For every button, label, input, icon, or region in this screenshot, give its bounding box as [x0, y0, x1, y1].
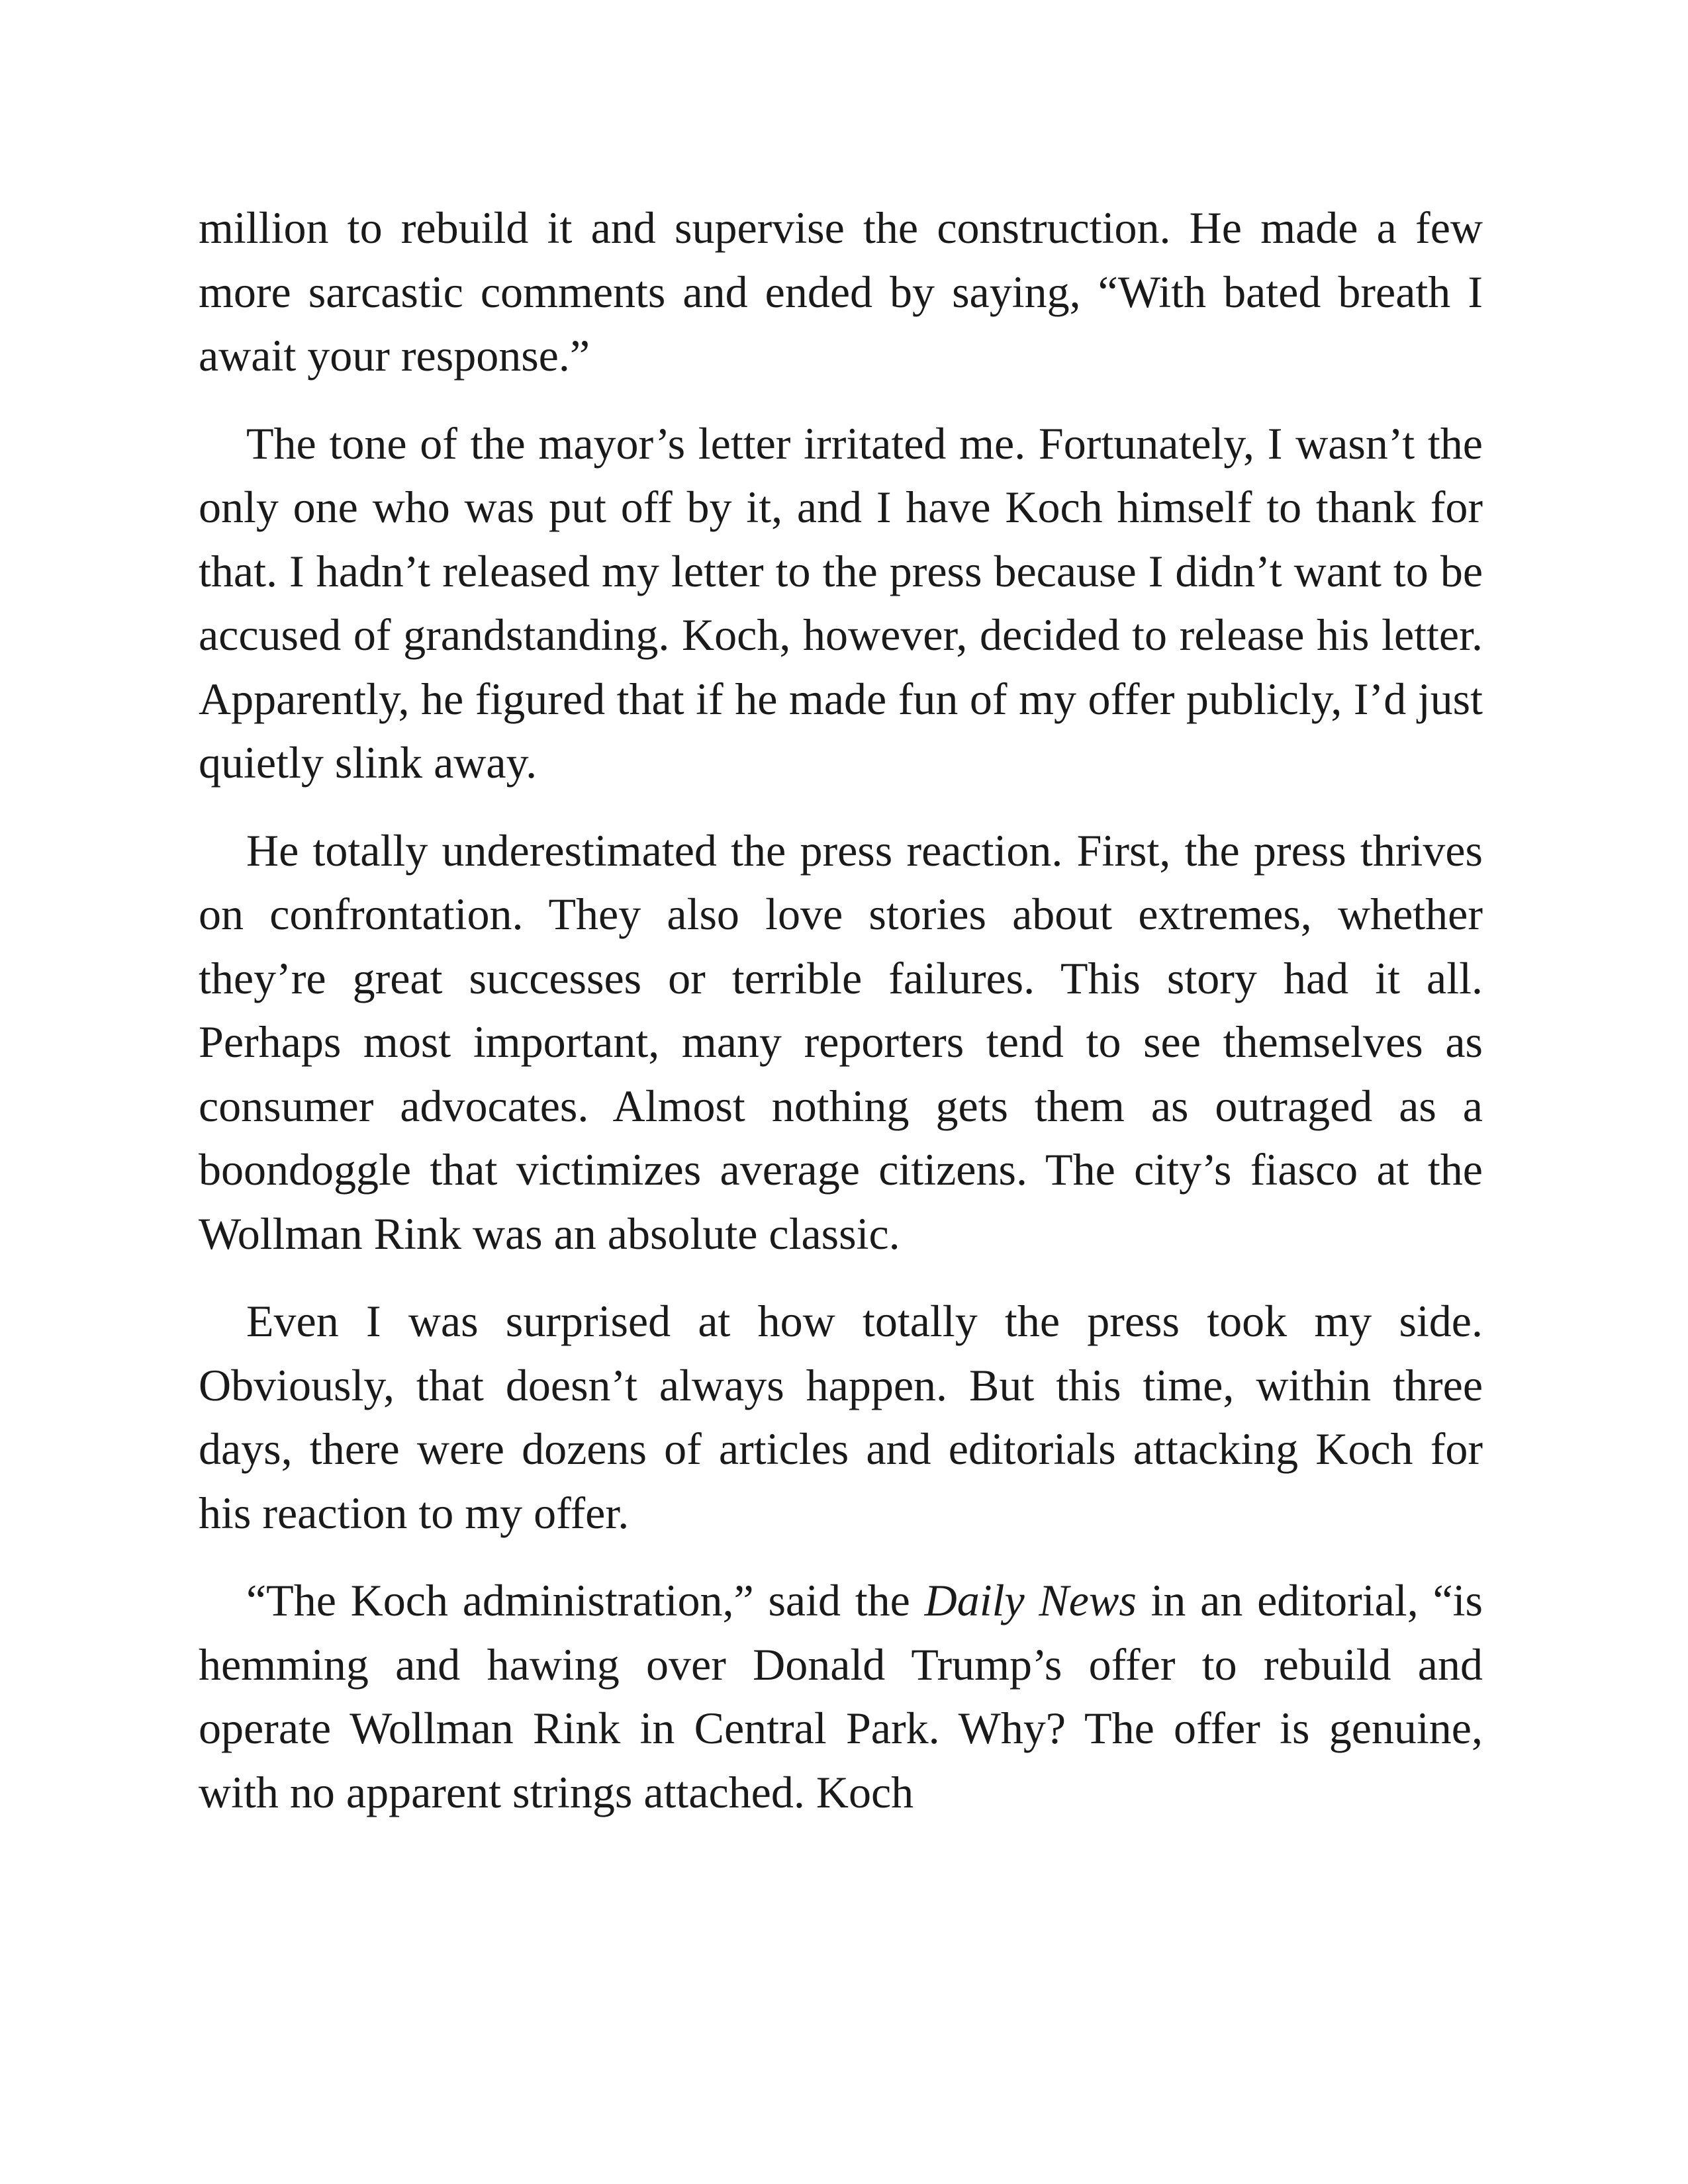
paragraph-1: million to rebuild it and supervise the construction. He made a few more sarcastic comments and ended by saying, “With bated breath I await your response.” — [199, 203, 1483, 381]
paragraph-4: Even I was surprised at how totally the press took my side. Obviously, that doesn’t always happen. But this time, within three days, there were dozens of articles and editorials attacking Koch for his reaction to my offer. — [199, 1296, 1483, 1538]
document-page — [199, 196, 1483, 1824]
paragraph-5-rest: in an editorial, “is hemming and hawing over Donald Trump’s offer to rebuild and operate Wollman Rink in Central Park. Why? The offer is genuine, with no apparent strings attached. Koch — [199, 1575, 1483, 1817]
paragraph-3: He totally underestimated the press reaction. First, the press thrives on confrontation. They also love stories about extremes, whether they’re great successes or terrible failures. This story had it all. Perhaps most important, many reporters tend to see themselves as consumer advocates. Almost nothing gets them as outraged as a boondoggle that victimizes average citizens. The city’s fiasco at the Wollman Rink was an absolute classic. — [199, 825, 1483, 1259]
publication-title: Daily News — [924, 1575, 1137, 1625]
paragraph-5 — [199, 1569, 1483, 1824]
paragraph-2: The tone of the mayor’s letter irritated me. Fortunately, I wasn’t the only one who was put off by it, and I have Koch himself to thank for that. I hadn’t released my letter to the press because I didn’t want to be accused of grandstanding. Koch, however, decided to release his letter. Apparently, he figured that if he made fun of my offer publicly, I’d just quietly slink away. — [199, 418, 1483, 788]
paragraph-5-lead: “The Koch administration,” said the — [246, 1575, 925, 1625]
